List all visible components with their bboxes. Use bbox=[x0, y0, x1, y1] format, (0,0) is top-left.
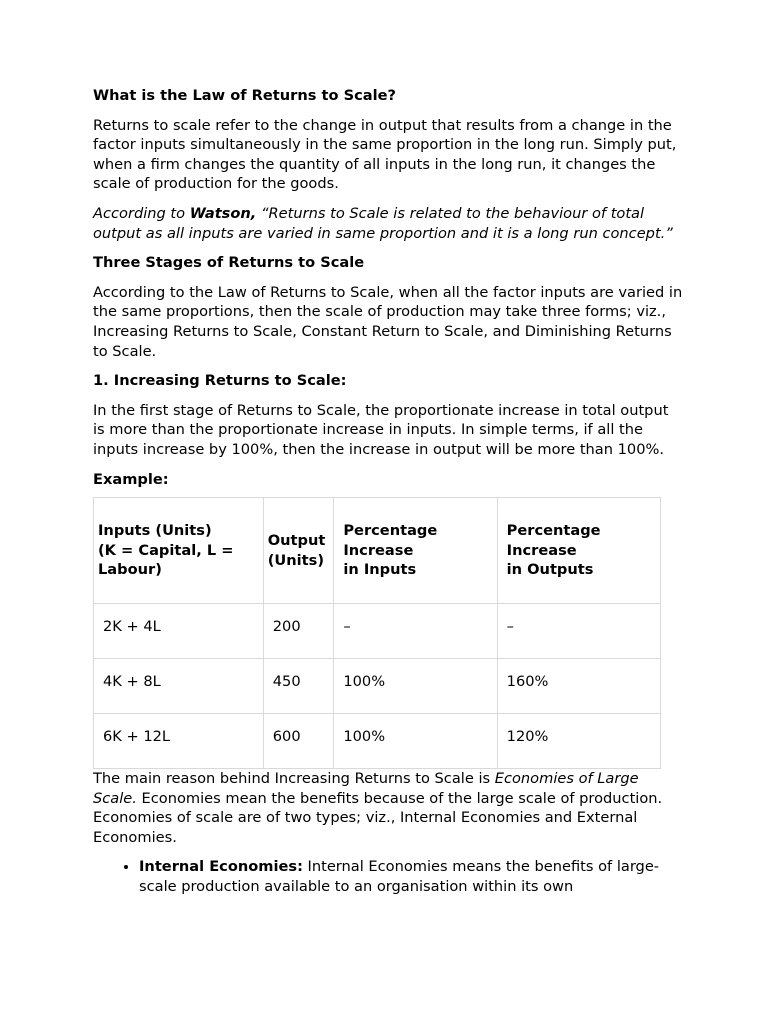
intro-paragraph: Returns to scale refer to the change in output that results from a change in the factor inputs simultaneously in the same proportion in the long run. Simply put, when a firm changes the quantity of all inputs in the long run, it changes the scale of production for the goods. bbox=[93, 116, 677, 193]
cell-inputs: 2K + 4L bbox=[94, 604, 264, 659]
cell-pct-outputs: 120% bbox=[497, 714, 660, 769]
header-output: Output (Units) bbox=[263, 498, 334, 604]
bullet-text: Internal Economies means the benefits of large-scale production available to an organisation within its own bbox=[139, 858, 660, 896]
quote-author: Watson, bbox=[189, 204, 257, 222]
stages-heading: Three Stages of Returns to Scale bbox=[93, 254, 365, 272]
economies-list bbox=[93, 857, 683, 896]
example-heading: Example: bbox=[93, 470, 169, 488]
cell-output: 450 bbox=[263, 659, 334, 714]
example-table bbox=[93, 497, 661, 769]
economies-text-c: Economies mean the benefits because of the large scale of production. Economies of scale are of two types; viz., Internal Economies and External Economies. bbox=[93, 789, 667, 846]
cell-pct-outputs: – bbox=[497, 604, 660, 659]
document-content bbox=[93, 86, 683, 897]
main-heading: What is the Law of Returns to Scale? bbox=[93, 87, 396, 104]
cell-pct-inputs: – bbox=[334, 604, 497, 659]
list-item bbox=[139, 857, 683, 896]
stages-paragraph: According to the Law of Returns to Scale, when all the factor inputs are varied in the same proportions, then the scale of production may take three forms; viz., Increasing Returns to Scale, Constant Return to Scale, and Diminishing Returns to Scale. bbox=[93, 283, 683, 360]
increasing-heading: 1. Increasing Returns to Scale: bbox=[93, 372, 347, 390]
cell-inputs: 6K + 12L bbox=[94, 714, 264, 769]
table-header-row bbox=[94, 498, 661, 604]
cell-pct-outputs: 160% bbox=[497, 659, 660, 714]
economies-text-a: The main reason behind Increasing Returns to Scale is bbox=[93, 770, 495, 788]
table-row bbox=[94, 714, 661, 769]
economies-paragraph bbox=[93, 769, 683, 847]
quote-text: “Returns to Scale is related to the behaviour of total output as all inputs are varied in same proportion and it is a long run concept.” bbox=[93, 204, 673, 242]
economies-text-b: Economies of Large Scale. bbox=[93, 770, 639, 807]
bullet-label: Internal Economies: bbox=[139, 858, 303, 876]
cell-output: 600 bbox=[263, 714, 334, 769]
table-row bbox=[94, 604, 661, 659]
cell-inputs: 4K + 8L bbox=[94, 659, 264, 714]
cell-output: 200 bbox=[263, 604, 334, 659]
cell-pct-inputs: 100% bbox=[334, 659, 497, 714]
increasing-paragraph: In the first stage of Returns to Scale, the proportionate increase in total output is more than the proportionate increase in inputs. In simple terms, if all the inputs increase by 100%, then the increase in output will be more than 100%. bbox=[93, 401, 669, 458]
header-pct-inputs: Percentage Increase in Inputs bbox=[334, 498, 497, 604]
watson-quote bbox=[93, 204, 683, 243]
header-inputs: Inputs (Units) (K = Capital, L = Labour) bbox=[94, 498, 264, 604]
header-pct-outputs: Percentage Increase in Outputs bbox=[497, 498, 660, 604]
cell-pct-inputs: 100% bbox=[334, 714, 497, 769]
table-row bbox=[94, 659, 661, 714]
quote-prefix: According to bbox=[93, 204, 190, 222]
